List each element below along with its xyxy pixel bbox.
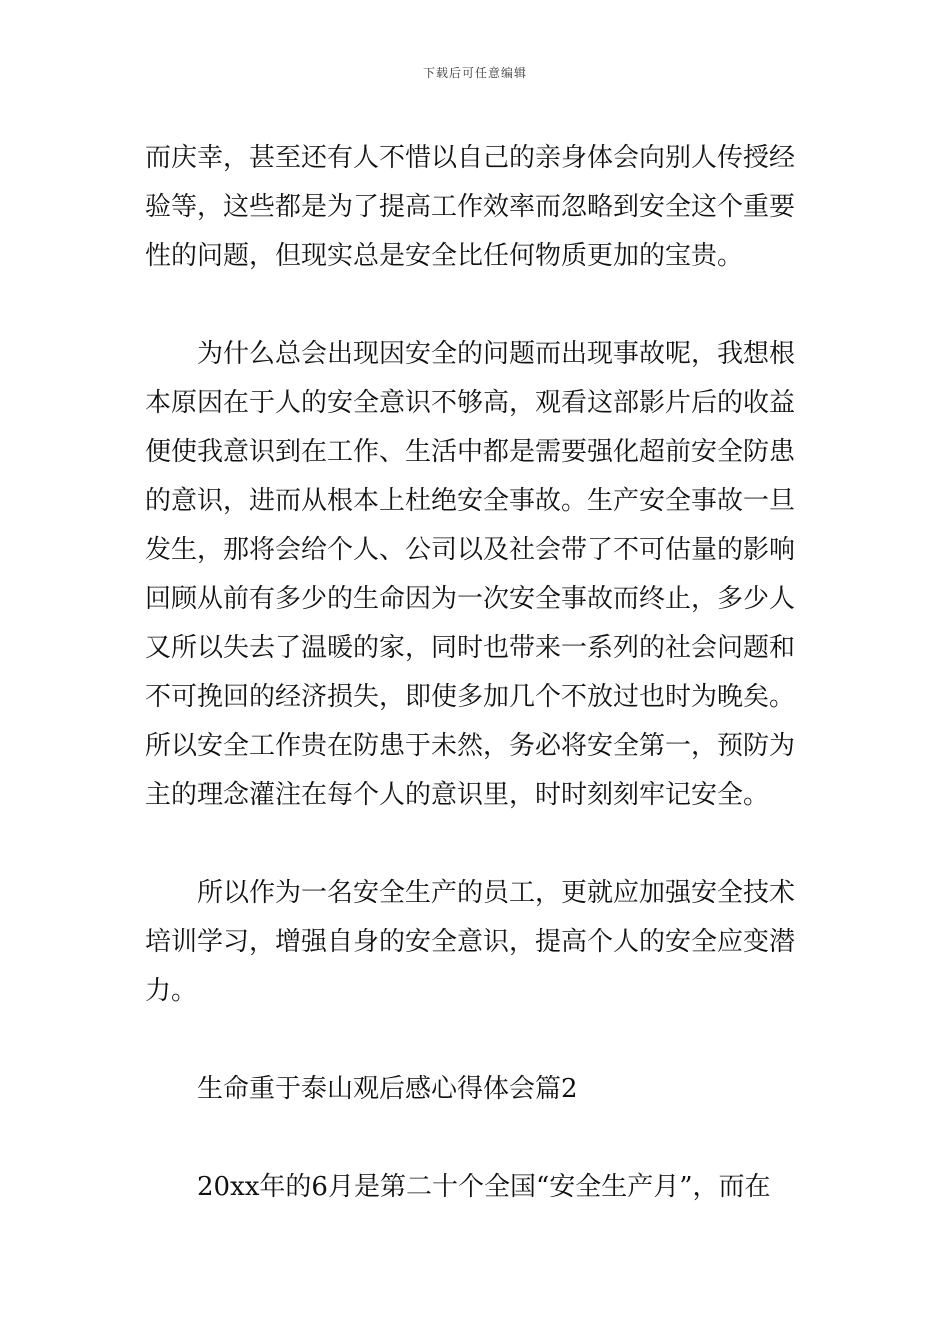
paragraph-line: 力。 [145, 976, 198, 1006]
paragraph-line: 所以作为一名安全生产的员工，更就应加强安全技术 [197, 878, 796, 908]
paragraph-line: 便使我意识到在工作、生活中都是需要强化超前安全防患 [145, 437, 796, 467]
paragraph-3 [145, 869, 805, 1016]
paragraph-gap [145, 820, 805, 869]
paragraph-line: 所以安全工作贵在防患于未然，务必将安全第一，预防为 [145, 731, 796, 761]
paragraph-1 [145, 134, 805, 281]
paragraph-line: 培训学习，增强自身的安全意识，提高个人的安全应变潜 [145, 927, 796, 957]
paragraph-gap [145, 281, 805, 330]
page-header: 下载后可任意编辑 [422, 66, 527, 80]
paragraph-line: 发生，那将会给个人、公司以及社会带了不可估量的影响 [145, 535, 796, 565]
paragraph-line: 性的问题，但现实总是安全比任何物质更加的宝贵。 [145, 241, 744, 271]
paragraph-line: 验等，这些都是为了提高工作效率而忽略到安全这个重要 [145, 192, 796, 222]
paragraph-line: 本原因在于人的安全意识不够高，观看这部影片后的收益 [145, 388, 796, 418]
paragraph-line: 不可挽回的经济损失，即使多加几个不放过也时为晚矣。 [145, 682, 796, 712]
paragraph-2 [145, 330, 805, 820]
paragraph-gap [145, 1016, 805, 1065]
paragraph-line: 为什么总会出现因安全的问题而出现事故呢，我想根 [197, 339, 796, 369]
section-heading-text: 生命重于泰山观后感心得体会篇2 [197, 1074, 578, 1104]
paragraph-line: 的意识，进而从根本上杜绝安全事故。生产安全事故一旦 [145, 486, 796, 516]
paragraph-line: 又所以失去了温暖的家，同时也带来一系列的社会问题和 [145, 633, 796, 663]
document-body [145, 134, 805, 1212]
paragraph-line: 20xx年的6月是第二十个全国“安全生产月”，而在 [197, 1172, 771, 1202]
paragraph-line: 主的理念灌注在每个人的意识里，时时刻刻牢记安全。 [145, 780, 770, 810]
section-heading [145, 1065, 805, 1114]
paragraph-line: 回顾从前有多少的生命因为一次安全事故而终止，多少人 [145, 584, 796, 614]
paragraph-4 [145, 1163, 805, 1212]
paragraph-line: 而庆幸，甚至还有人不惜以自己的亲身体会向别人传授经 [145, 143, 796, 173]
paragraph-gap [145, 1114, 805, 1163]
